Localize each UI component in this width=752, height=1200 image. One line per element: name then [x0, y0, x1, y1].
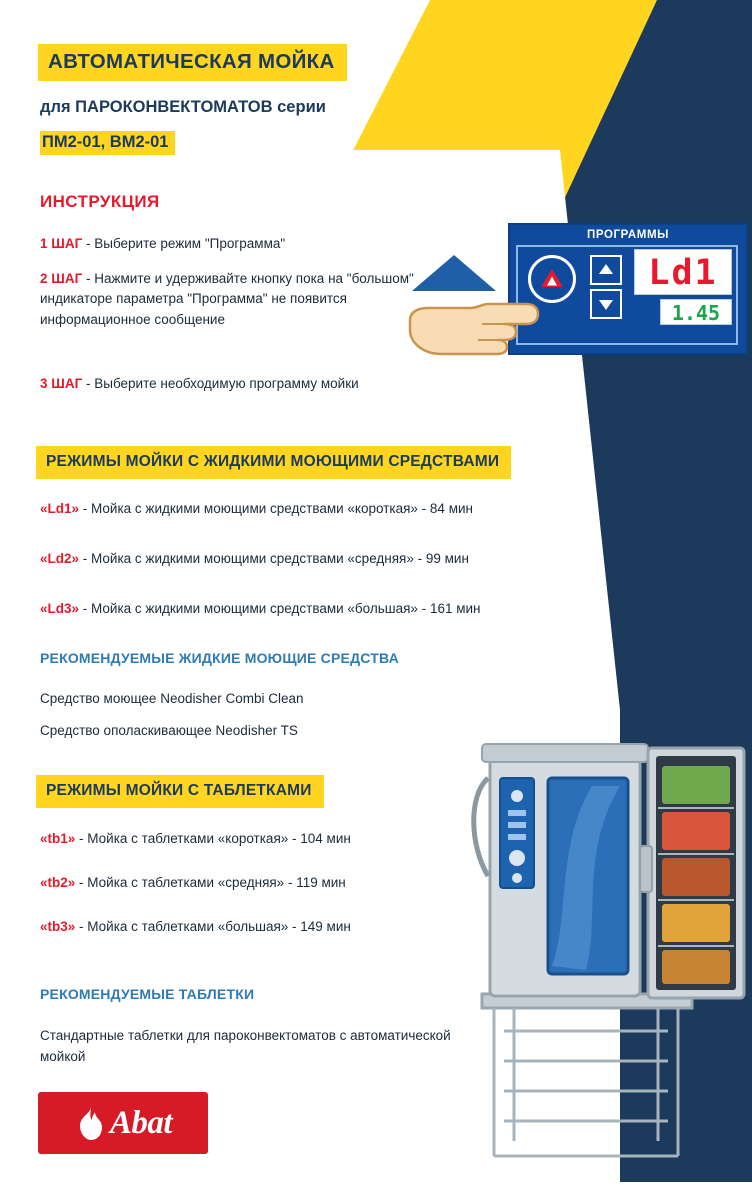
liquid-recommendation-item-2: Средство ополаскивающее Neodisher TS: [40, 723, 298, 738]
instruction-heading: ИНСТРУКЦИЯ: [40, 192, 160, 211]
instruction-step-1-label: 1 ШАГ: [40, 236, 83, 251]
tablet-mode-1-text: - Мойка с таблетками «короткая» - 104 мин: [75, 831, 351, 846]
flame-icon: [74, 1105, 104, 1141]
section-band-tablets: РЕЖИМЫ МОЙКИ С ТАБЛЕТКАМИ: [36, 775, 324, 808]
tablet-mode-3-text: - Мойка с таблетками «большая» - 149 мин: [75, 919, 351, 934]
control-panel-title: ПРОГРАММЫ: [586, 229, 670, 241]
liquid-mode-1-code: «Ld1»: [40, 501, 80, 516]
page-subtitle-line1: для ПАРОКОНВЕКТОМАТОВ серии: [40, 98, 326, 116]
liquid-mode-3-code: «Ld3»: [40, 601, 80, 616]
instruction-step-2-label: 2 ШАГ: [40, 271, 83, 286]
brand-logo: [38, 1092, 208, 1154]
decrease-button[interactable]: [590, 289, 622, 319]
page-subtitle-line2: ПМ2-01, ВМ2-01: [40, 131, 175, 155]
knob-triangle-inner-icon: [547, 276, 557, 285]
instruction-step-3: [40, 374, 359, 394]
liquid-recommendations-heading: РЕКОМЕНДУЕМЫЕ ЖИДКИЕ МОЮЩИЕ СРЕДСТВА: [40, 650, 399, 666]
tablet-mode-2-code: «tb2»: [40, 875, 76, 890]
tablet-mode-2-text: - Мойка с таблетками «средняя» - 119 мин: [75, 875, 346, 890]
instruction-step-2: [40, 269, 440, 330]
tablet-recommendation-item-1: Стандартные таблетки для пароконвектоматов с автоматической мойкой: [40, 1028, 451, 1064]
combi-oven-photo: [452, 726, 752, 1182]
liquid-mode-3-text: - Мойка с жидкими моющими средствами «большая» - 161 мин: [79, 601, 481, 616]
increase-button[interactable]: [590, 255, 622, 285]
tablet-mode-2: [40, 875, 346, 890]
liquid-mode-2-code: «Ld2»: [40, 551, 80, 566]
liquid-recommendation-item-1: Средство моющее Neodisher Combi Clean: [40, 691, 304, 706]
tablet-mode-1: [40, 831, 351, 846]
brand-name: Abat: [109, 1104, 173, 1141]
pointing-hand-icon: [408, 286, 540, 358]
liquid-mode-3: [40, 601, 481, 616]
chevron-down-icon: [599, 300, 613, 310]
tablet-mode-3: [40, 919, 351, 934]
liquid-mode-1-text: - Мойка с жидкими моющими средствами «короткая» - 84 мин: [79, 501, 473, 516]
control-panel: [508, 223, 748, 355]
chevron-up-icon: [599, 264, 613, 274]
program-display: Ld1: [634, 249, 732, 295]
instruction-step-2-text: - Нажмите и удерживайте кнопку пока на "большом" индикаторе параметра "Программа" не появится информационное сообщение: [40, 271, 414, 327]
instruction-step-3-text: - Выберите необходимую программу мойки: [82, 376, 359, 391]
liquid-mode-2: [40, 551, 469, 566]
tablet-mode-3-code: «tb3»: [40, 919, 76, 934]
instruction-step-1: [40, 234, 285, 254]
instruction-step-3-label: 3 ШАГ: [40, 376, 83, 391]
liquid-mode-2-text: - Мойка с жидкими моющими средствами «средняя» - 99 мин: [79, 551, 469, 566]
time-display: 1.45: [660, 299, 732, 325]
liquid-mode-1: [40, 501, 473, 516]
instruction-step-1-text: - Выберите режим "Программа": [82, 236, 286, 251]
section-band-liquid: РЕЖИМЫ МОЙКИ С ЖИДКИМИ МОЮЩИМИ СРЕДСТВАМИ: [36, 446, 511, 479]
tablet-recommendations-heading: РЕКОМЕНДУЕМЫЕ ТАБЛЕТКИ: [40, 986, 255, 1002]
tablet-mode-1-code: «tb1»: [40, 831, 76, 846]
page-title: АВТОМАТИЧЕСКАЯ МОЙКА: [38, 44, 347, 81]
